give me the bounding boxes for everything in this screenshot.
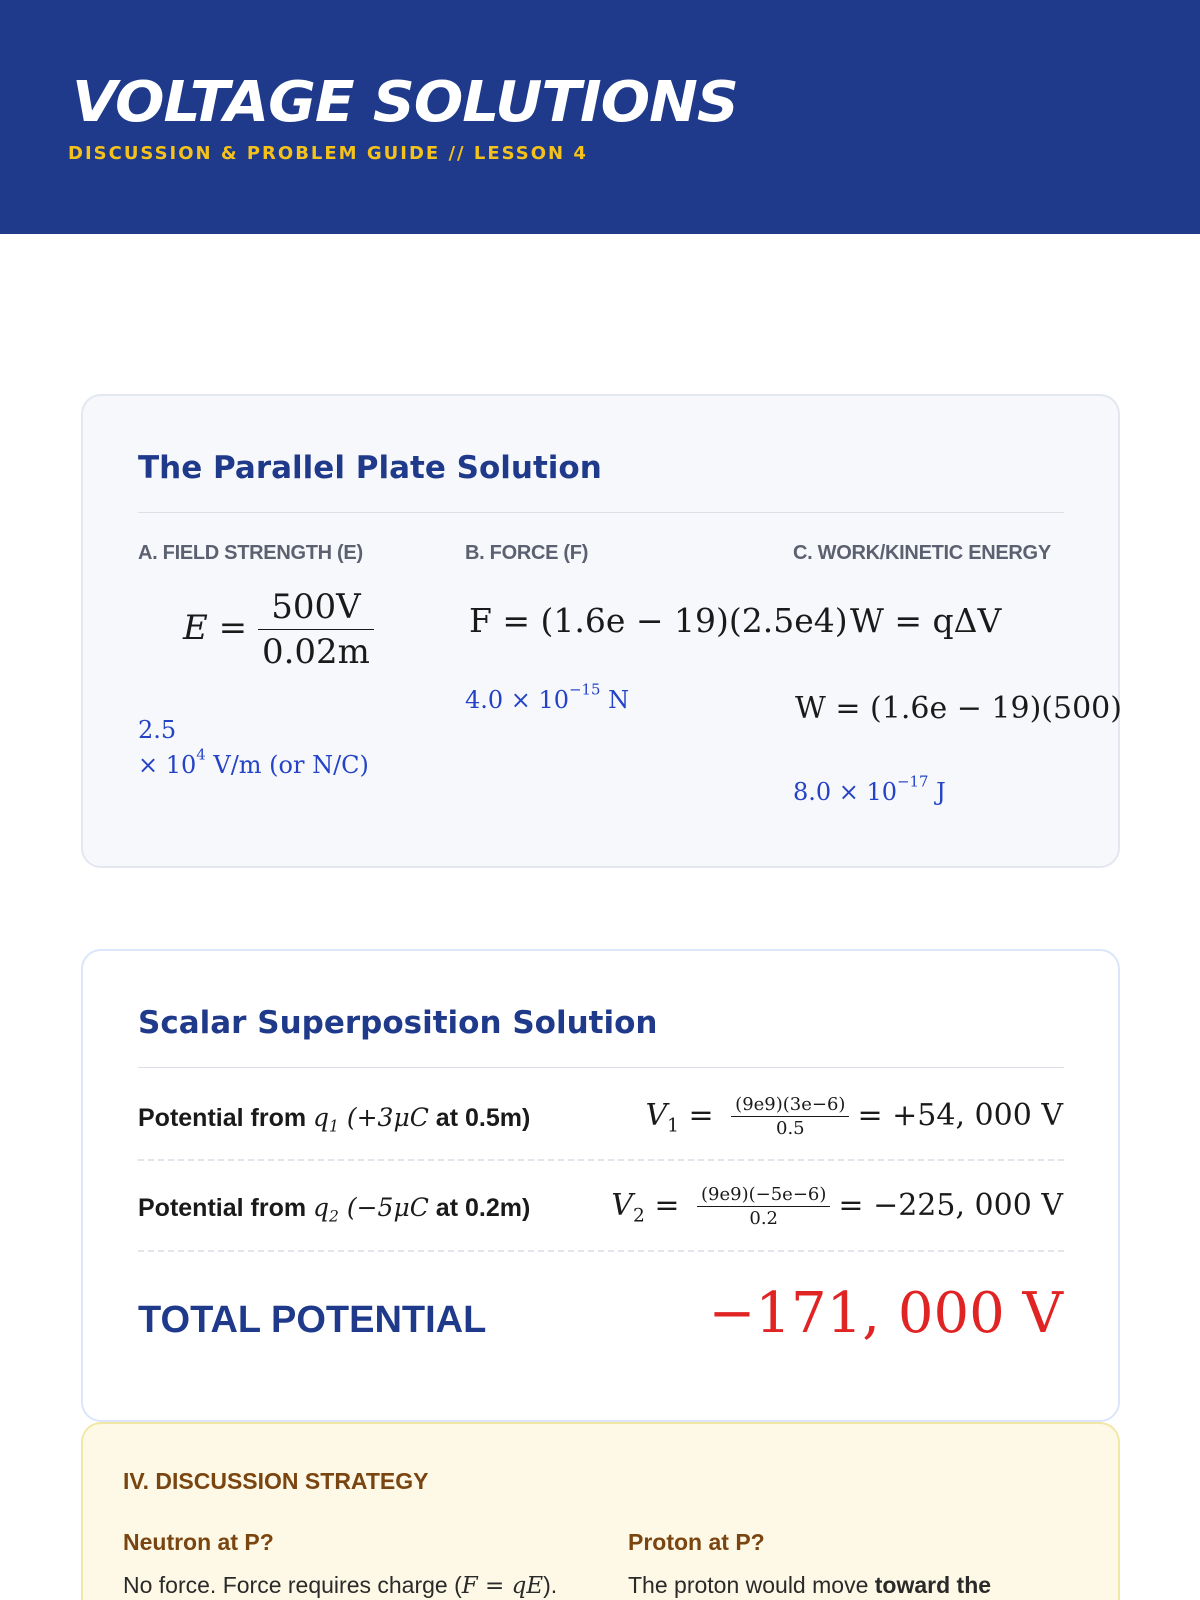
fraction <box>258 586 374 674</box>
equation-lhs: E = <box>183 607 248 648</box>
charge-symbol: q <box>313 1103 330 1132</box>
result-unit: N <box>600 686 630 714</box>
result-unit: J <box>928 778 946 806</box>
text-part: ). <box>543 1572 558 1598</box>
force-label: B. FORCE (F) <box>465 542 589 564</box>
discussion-strategy-card <box>81 1422 1120 1600</box>
potential-row-label-1 <box>138 1103 531 1136</box>
work-result <box>793 772 946 806</box>
parallel-plate-title: The Parallel Plate Solution <box>138 450 602 486</box>
fraction-numerator: (9e9)(−5e−6) <box>697 1183 830 1207</box>
work-equation-2: W = (1.6e − 19)(500) <box>795 691 1122 726</box>
v-symbol: V <box>611 1187 633 1223</box>
text-part: No force. Force requires charge ( <box>123 1572 462 1598</box>
charge-subscript: 2 <box>329 1207 339 1226</box>
potential-row-label-2 <box>138 1193 531 1226</box>
fraction <box>731 1093 849 1141</box>
fraction-numerator: (9e9)(3e−6) <box>731 1093 849 1117</box>
divider <box>138 512 1064 513</box>
row-separator <box>138 1250 1064 1252</box>
page-subtitle: DISCUSSION & PROBLEM GUIDE // LESSON 4 <box>68 143 588 164</box>
charge-symbol: q <box>313 1193 330 1222</box>
v-subscript: 2 <box>632 1205 645 1227</box>
v-subscript: 1 <box>667 1115 679 1137</box>
fraction-numerator: 500V <box>258 586 374 630</box>
v-symbol: V <box>645 1097 668 1133</box>
fraction-denominator: 0.5 <box>776 1118 805 1140</box>
page-title: VOLTAGE SOLUTIONS <box>72 70 738 135</box>
charge-subscript: 1 <box>329 1117 339 1136</box>
work-energy-label: C. WORK/KINETIC ENERGY <box>793 542 1051 564</box>
proton-text <box>628 1572 991 1599</box>
field-strength-label: A. FIELD STRENGTH (E) <box>138 542 363 564</box>
field-strength-result-line1: 2.5 <box>138 716 177 744</box>
label-distance: at 0.2m) <box>428 1194 531 1222</box>
force-result <box>465 680 630 714</box>
result-unit: V/m (or N/C) <box>205 751 369 779</box>
proton-heading: Proton at P? <box>628 1529 765 1555</box>
total-potential-value: −171, 000 V <box>708 1281 1063 1346</box>
field-strength-equation <box>183 586 374 674</box>
label-text: Potential from <box>138 1194 314 1222</box>
strategy-title: IV. DISCUSSION STRATEGY <box>123 1468 429 1494</box>
superposition-card <box>81 949 1120 1422</box>
result-mantissa: 4.0 × 10 <box>465 686 570 714</box>
row-separator <box>138 1159 1064 1161</box>
potential-row-math-1: $V_1$ = $\frac{(9e9)(3e-6)}{0.5}$ = +54, 000 V <box>645 1094 1063 1140</box>
row-result: = +54, 000 V <box>857 1097 1063 1133</box>
result-exponent: −17 <box>897 772 929 791</box>
parallel-plate-card <box>81 394 1120 868</box>
divider <box>138 1067 1064 1068</box>
fraction <box>697 1183 830 1231</box>
potential-row-math-2: $V_2$ = $\frac{(9e9)(-5e-6)}{0.2}$ = −225, 000 V <box>611 1184 1063 1230</box>
page-header <box>0 0 1200 234</box>
fraction-denominator: 0.02m <box>261 631 370 672</box>
force-equation: F = (1.6e − 19)(2.5e4) <box>469 601 848 640</box>
row-result: = −225, 000 V <box>838 1187 1063 1223</box>
neutron-heading: Neutron at P? <box>123 1529 274 1555</box>
field-strength-result-line2 <box>138 745 369 779</box>
label-text: Potential from <box>138 1104 314 1132</box>
force-formula: F = qE <box>461 1573 544 1599</box>
neutron-text <box>123 1572 557 1599</box>
fraction-denominator: 0.2 <box>749 1208 779 1230</box>
charge-value: (−5μC <box>338 1193 429 1222</box>
charge-value: (+3μC <box>338 1103 429 1132</box>
label-distance: at 0.5m) <box>428 1104 531 1132</box>
result-exponent: 4 <box>196 745 206 764</box>
result-exponent: −15 <box>569 680 601 699</box>
work-equation-1: W = qΔV <box>850 601 1002 640</box>
total-potential-label: TOTAL POTENTIAL <box>138 1299 487 1341</box>
result-mantissa: × 10 <box>138 751 197 779</box>
result-mantissa: 8.0 × 10 <box>793 778 898 806</box>
superposition-title: Scalar Superposition Solution <box>138 1005 658 1041</box>
text-bold: toward the <box>874 1572 992 1598</box>
text-part: The proton would move <box>628 1572 875 1598</box>
